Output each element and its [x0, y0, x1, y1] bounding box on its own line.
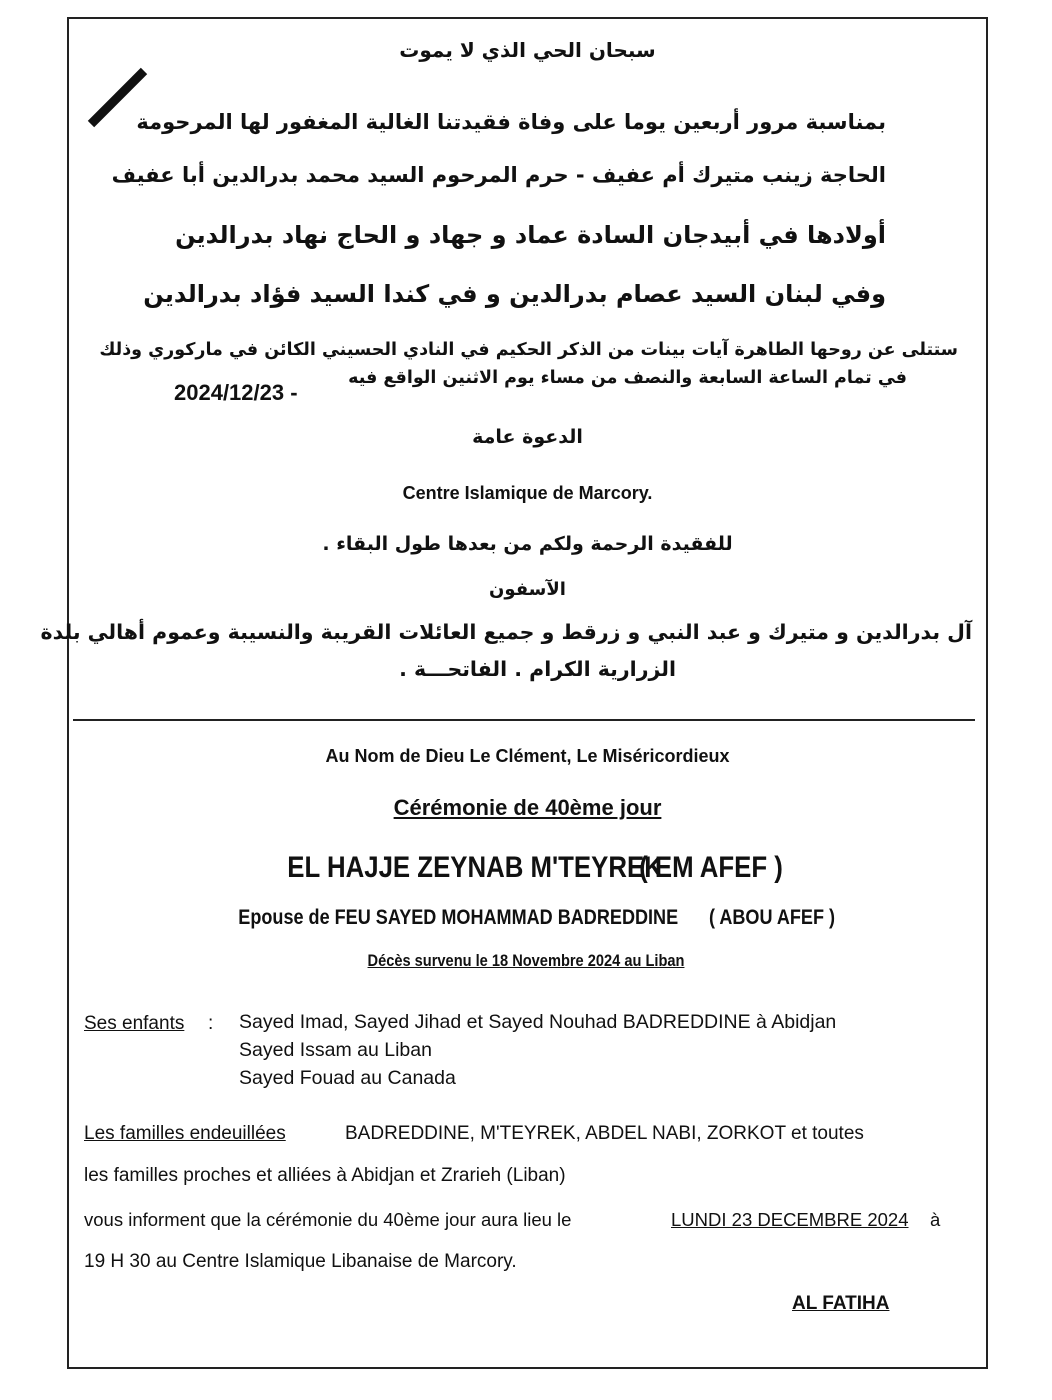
inform-date: LUNDI 23 DECEMBRE 2024: [671, 1209, 909, 1230]
death-notice: Décès survenu le 18 Novembre 2024 au Liban: [367, 951, 685, 970]
spouse-alias: ( ABOU AFEF ): [708, 906, 836, 929]
arabic-invitation: الدعوة عامة: [472, 426, 583, 448]
inform-text: vous informent que la cérémonie du 40ème jour aura lieu le: [84, 1209, 572, 1230]
families-label: Les familles endeuillées: [84, 1123, 286, 1144]
arabic-line-6-date: 2024/12/23 -: [174, 380, 298, 405]
children-colon: :: [208, 1013, 214, 1034]
children-label: Ses enfants: [84, 1013, 185, 1034]
arabic-line-5: ستتلى عن روحها الطاهرة آيات بينات من الذكر الحكيم في النادي الحسيني الكائن في ماركوري وذلك: [99, 340, 958, 360]
arabic-heading: سبحان الحي الذي لا يموت: [399, 38, 656, 62]
arabic-line-2: الحاجة زينب متيرك أم عفيف - حرم المرحوم السيد محمد بدرالدين أبا عفيف: [111, 163, 886, 187]
arabic-families-2: الزرارية الكرام . الفاتحـــة .: [399, 657, 676, 681]
arabic-mourners-title: الآسفون: [489, 579, 566, 600]
venue-latin: Centre Islamique de Marcory.: [402, 483, 653, 503]
deceased-alias: ( EM AFEF ): [639, 851, 783, 884]
spouse-line: Epouse de FEU SAYED MOHAMMAD BADREDDINE: [238, 906, 679, 929]
child-line-3: Sayed Fouad au Canada: [239, 1067, 456, 1089]
deceased-name: EL HAJJE ZEYNAB M'TEYREK: [287, 851, 663, 884]
section-divider: [73, 719, 975, 721]
inform-at: à: [930, 1209, 941, 1230]
closing-al-fatiha: AL FATIHA: [792, 1293, 890, 1314]
arabic-families-1: آل بدرالدين و متيرك و عبد النبي و زرقط و جميع العائلات القريبة والنسيبة وعموم أهالي بلدة: [40, 620, 972, 644]
ceremony-title: Cérémonie de 40ème jour: [393, 795, 662, 820]
arabic-line-1: بمناسبة مرور أربعين يوما على وفاة فقيدتنا الغالية المغفور لها المرحومة: [136, 110, 886, 134]
invocation: Au Nom de Dieu Le Clément, Le Miséricordieux: [325, 746, 730, 766]
families-names: BADREDDINE, M'TEYREK, ABDEL NABI, ZORKOT et toutes: [345, 1123, 864, 1144]
time-venue: 19 H 30 au Centre Islamique Libanaise de Marcory.: [84, 1251, 517, 1272]
arabic-line-6: في تمام الساعة السابعة والنصف من مساء يوم الاثنين الواقع فيه: [348, 368, 907, 388]
child-line-2: Sayed Issam au Liban: [239, 1039, 432, 1061]
arabic-condolence: للفقيدة الرحمة ولكم من بعدها طول البقاء .: [322, 533, 733, 555]
families-line-2: les familles proches et alliées à Abidjan et Zrarieh (Liban): [84, 1165, 566, 1186]
arabic-line-3: أولادها في أبيدجان السادة عماد و جهاد و الحاج نهاد بدرالدين: [175, 221, 886, 249]
child-line-1: Sayed Imad, Sayed Jihad et Sayed Nouhad BADREDDINE à Abidjan: [239, 1011, 837, 1033]
arabic-line-4: وفي لبنان السيد عصام بدرالدين و في كندا السيد فؤاد بدرالدين: [143, 280, 886, 308]
